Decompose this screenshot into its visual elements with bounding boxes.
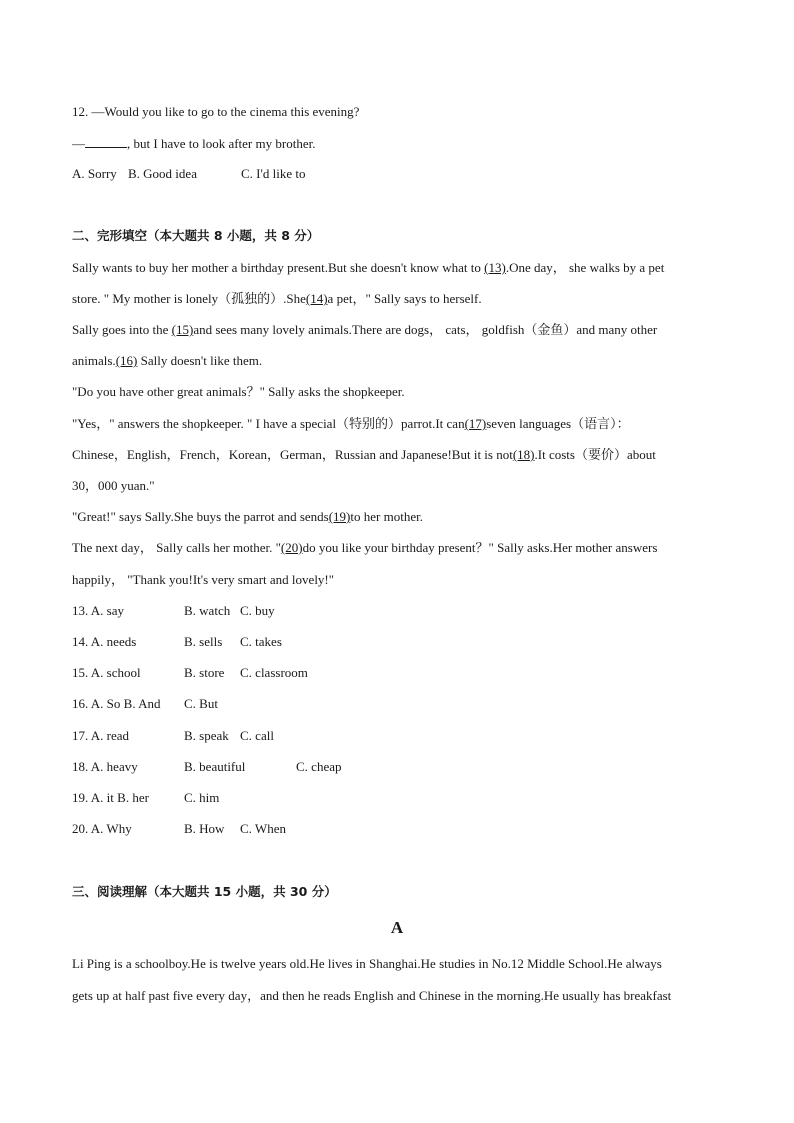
cloze-line-10 — [72, 540, 657, 556]
cloze-text: Sally doesn't like them. — [137, 353, 263, 368]
cloze-text: seven languages（语言）： — [486, 416, 630, 431]
cloze-text: Chinese，English，French，Korean，German，Russian and Japanese!But it is not — [72, 447, 513, 462]
option-17-a: 17. A. read — [72, 728, 130, 743]
q12-option-a: A. Sorry — [72, 166, 117, 181]
q12-answer-rest: , but I have to look after my brother. — [127, 136, 316, 151]
cloze-line-3 — [72, 322, 657, 338]
blank-20: (20) — [280, 540, 303, 555]
option-18-b: B. beautiful — [184, 759, 246, 774]
cloze-line-1 — [72, 260, 664, 276]
option-13-c: C. buy — [240, 603, 275, 618]
cloze-text: and sees many lovely animals.There are dogs， cats， goldfish（金鱼）and many other — [193, 322, 658, 337]
option-19-ab: 19. A. it B. her — [72, 790, 149, 805]
section-2-title: 二、完形填空（本大题共 8 小题，共 8 分） — [72, 228, 320, 243]
q12-question: 12. —Would you like to go to the cinema this evening? — [72, 104, 360, 119]
blank-16: (16) — [115, 353, 138, 368]
cloze-line-2 — [72, 291, 482, 307]
cloze-line-6 — [72, 416, 630, 432]
blank-14: (14) — [305, 291, 328, 306]
blank-19: (19) — [328, 509, 351, 524]
blank-15: (15) — [171, 322, 194, 337]
cloze-text: Sally goes into the — [72, 322, 172, 337]
option-14-c: C. takes — [240, 634, 282, 649]
option-15-a: 15. A. school — [72, 665, 141, 680]
cloze-text: "Yes，" answers the shopkeeper. " I have a special（特别的）parrot.It can — [72, 416, 465, 431]
cloze-text: "Great!" says Sally.She buys the parrot and sends — [72, 509, 329, 524]
cloze-text: do you like your birthday present？" Sally asks.Her mother answers — [302, 540, 658, 555]
q12-answer-prefix: — — [72, 136, 85, 151]
q12-answer-line — [72, 135, 315, 152]
cloze-text: store. " My mother is lonely（孤独的）.She — [72, 291, 306, 306]
blank-18: (18) — [512, 447, 535, 462]
option-17-b: B. speak — [184, 728, 229, 743]
cloze-line-9 — [72, 509, 423, 525]
option-19-c: C. him — [184, 790, 220, 805]
q12-option-c: C. I'd like to — [241, 166, 306, 181]
option-17-c: C. call — [240, 728, 274, 743]
cloze-text: animals. — [72, 353, 116, 368]
cloze-text: Sally wants to buy her mother a birthday present.But she doesn't know what to — [72, 260, 485, 275]
cloze-line-5: "Do you have other great animals？" Sally asks the shopkeeper. — [72, 384, 405, 399]
option-15-c: C. classroom — [240, 665, 308, 680]
blank-17: (17) — [464, 416, 487, 431]
cloze-line-11: happily， "Thank you!It's very smart and lovely!" — [72, 572, 335, 587]
option-20-a: 20. A. Why — [72, 821, 132, 836]
cloze-text: .It costs（要价）about — [534, 447, 656, 462]
q12-option-b: B. Good idea — [128, 166, 197, 181]
option-14-b: B. sells — [184, 634, 223, 649]
option-15-b: B. store — [184, 665, 225, 680]
option-13-a: 13. A. say — [72, 603, 124, 618]
cloze-line-7 — [72, 447, 656, 463]
cloze-text: .One day， she walks by a pet — [505, 260, 665, 275]
cloze-text: to her mother. — [350, 509, 423, 524]
option-18-c: C. cheap — [296, 759, 342, 774]
blank-13: (13) — [484, 260, 506, 275]
option-16-c: C. But — [184, 696, 218, 711]
option-13-b: B. watch — [184, 603, 231, 618]
cloze-line-8: 30，000 yuan." — [72, 478, 155, 493]
option-20-b: B. How — [184, 821, 225, 836]
passage-a-line-2: gets up at half past five every day，and then he reads English and Chinese in the morning.He usually has breakfast — [72, 988, 672, 1003]
q12-blank — [85, 135, 127, 148]
option-18-a: 18. A. heavy — [72, 759, 138, 774]
option-20-c: C. When — [240, 821, 286, 836]
option-16-ab: 16. A. So B. And — [72, 696, 161, 711]
section-3-title: 三、阅读理解（本大题共 15 小题，共 30 分） — [72, 884, 337, 899]
cloze-text: The next day， Sally calls her mother. " — [72, 540, 281, 555]
option-14-a: 14. A. needs — [72, 634, 137, 649]
passage-a-line-1: Li Ping is a schoolboy.He is twelve years old.He lives in Shanghai.He studies in No.12 Middle School.He always — [72, 956, 662, 971]
passage-a-heading: A — [390, 918, 404, 937]
cloze-text: a pet，" Sally says to herself. — [327, 291, 482, 306]
cloze-line-4 — [72, 353, 262, 369]
